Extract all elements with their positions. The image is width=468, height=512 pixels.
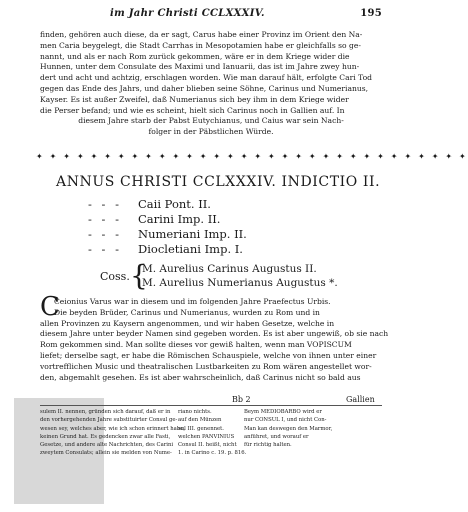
consul-row bbox=[88, 212, 247, 227]
consul-row bbox=[88, 197, 247, 212]
footnote-line: anführet, und worauf er bbox=[244, 433, 309, 440]
coss-names bbox=[142, 262, 338, 290]
drop-cap: C bbox=[40, 292, 60, 322]
text-line: Ceionius Varus war in diesem und im folgenden Jahre Praefectus Urbis. bbox=[54, 297, 331, 306]
text-line: liefet; derselbe sagt, er habe die Römischen Schauspiele, welche von ihnen unter einer bbox=[40, 350, 377, 360]
page-number: 195 bbox=[360, 8, 382, 19]
text-line: Hunnen, unter dem Consulate des Maximi und Ianuarii, das ist im Jahre zwey hun- bbox=[40, 62, 360, 72]
signature-mark: Bb 2 bbox=[232, 395, 251, 404]
footnote-line: 1. in Carino c. 19. p. 816. bbox=[178, 450, 247, 457]
footnote-line: welchen PANVINIUS bbox=[178, 433, 235, 440]
text-line: gegen das Ende des Jahrs, und daher blieben seine Söhne, Carinus und Numerianus, bbox=[40, 83, 369, 93]
text-line: Die beyden Brüder, Carinus und Numerianus, wurden zu Rom und in bbox=[54, 307, 320, 317]
running-head bbox=[110, 8, 402, 19]
footnote-column bbox=[40, 408, 186, 458]
footnote-line: Beym MEDIOBARBO wird er bbox=[244, 409, 322, 415]
footnote-line: auf den Münzen bbox=[178, 417, 222, 424]
main-paragraph bbox=[40, 292, 389, 383]
footnote-line: nur CONSUL I, und nicht Con- bbox=[244, 417, 327, 424]
coss-name: M. Aurelius Carinus Augustus II. bbox=[142, 263, 317, 275]
text-line: finden, gehören auch diese, da er sagt, Carus habe einer Provinz im Orient den Na- bbox=[40, 30, 363, 39]
consul-row bbox=[88, 227, 247, 242]
footnote-line: keinen Grund hat. Es gedencken zwar alle Fasti, bbox=[40, 433, 171, 440]
consul-row bbox=[88, 242, 247, 257]
text-line: diesem Jahre unter beyder Namen sind gegeben worden. Es ist aber ungewiß, ob sie nach bbox=[40, 329, 389, 339]
footnote-line: Consul II. heißt, nicht bbox=[178, 442, 237, 449]
footnote-line: sul III. genennet. bbox=[178, 425, 224, 432]
footnote-line: riano nichts. bbox=[178, 409, 212, 415]
catchword: Gallien bbox=[346, 395, 375, 404]
ornament-separator: ✦ ✦ ✦ ✦ ✦ ✦ ✦ ✦ ✦ ✦ ✦ ✦ ✦ ✦ ✦ ✦ ✦ ✦ ✦ ✦ ✦ ✦ ✦ ✦ ✦ ✦ ✦ ✦ ✦ ✦ ✦ ✦ bbox=[36, 152, 468, 161]
dash-leader: - - - bbox=[88, 212, 122, 226]
footnote-line: zweytem Consulats; allein sie melden von Nume- bbox=[40, 450, 172, 457]
coss-name: M. Aurelius Numerianus Augustus *. bbox=[142, 277, 338, 289]
text-line: dert und acht und achtzig, erschlagen worden. Wie man darauf hält, erfolgte Cari Tod bbox=[40, 73, 372, 83]
footnote-line: für richtig halten. bbox=[244, 442, 292, 449]
curly-brace: { bbox=[130, 259, 148, 292]
footnote-column bbox=[244, 408, 384, 449]
footnote-column bbox=[178, 408, 247, 458]
text-line: folger in der Päbstlichen Würde. bbox=[148, 127, 274, 137]
consul-name: Numeriani Imp. II. bbox=[138, 227, 247, 241]
annus-heading: ANNUS CHRISTI CCLXXXIV. INDICTIO II. bbox=[56, 174, 381, 190]
footnote-line: den vorhergehenden Jahre substituirter Consul ge- bbox=[40, 417, 178, 424]
text-line: vortrefflichen Music und theatralischen Lustbarkeiten zu Rom wären angestellet wor- bbox=[40, 361, 372, 371]
text-line: die Perser befand; und wie es scheint, hielt sich Carinus noch in Gallien auf. In bbox=[40, 105, 345, 115]
consul-name: Diocletiani Imp. I. bbox=[138, 242, 243, 256]
text-line: den, abgemahlt gesehen. Es ist aber wahrscheinlich, daß Carinus nicht so bald aus bbox=[40, 372, 361, 382]
footnote-line: Man kan deswegen den Marmor, bbox=[244, 425, 333, 432]
coss-label: Coss. bbox=[100, 270, 130, 283]
footnote-line: Gesetze, und andere alte Nachrichten, des Carini bbox=[40, 442, 174, 449]
top-paragraph bbox=[40, 30, 382, 138]
text-line: Kayser. Es ist außer Zweifel, daß Numerianus sich bey ihm in dem Kriege wider bbox=[40, 94, 349, 104]
consul-name: Caii Pont. II. bbox=[138, 197, 211, 211]
dash-leader: - - - bbox=[88, 227, 122, 241]
text-line: allen Provinzen zu Kaysern angenommen, und wir haben Gesetze, welche in bbox=[40, 318, 335, 328]
footnote-rule bbox=[40, 405, 382, 406]
text-line: men Caria beygelegt, die Stadt Carrhas in Mesopotamien habe er gleichfalls so ge- bbox=[40, 40, 361, 50]
text-line: nannt, und als er nach Rom zurück gekommen, wäre er in dem Kriege wider die bbox=[40, 51, 350, 61]
footnote-line: sulem II. nennen, gründen sich darauf, daß er in bbox=[40, 409, 171, 415]
running-head-title: im Jahr Christi CCLXXXIV. bbox=[110, 8, 265, 19]
footnote-line: wesen sey, welches aber, wie ich schon erinnert habe, bbox=[40, 425, 186, 432]
consuls-list bbox=[88, 197, 247, 257]
text-line: Rom gekommen sind. Man sollte dieses vor gewiß halten, wenn man VOPISCUM bbox=[40, 340, 352, 350]
text-line: diesem Jahre starb der Pabst Eutychianus, und Caius war sein Nach- bbox=[78, 116, 344, 126]
consul-name: Carini Imp. II. bbox=[138, 212, 221, 226]
dash-leader: - - - bbox=[88, 242, 122, 256]
dash-leader: - - - bbox=[88, 197, 122, 211]
